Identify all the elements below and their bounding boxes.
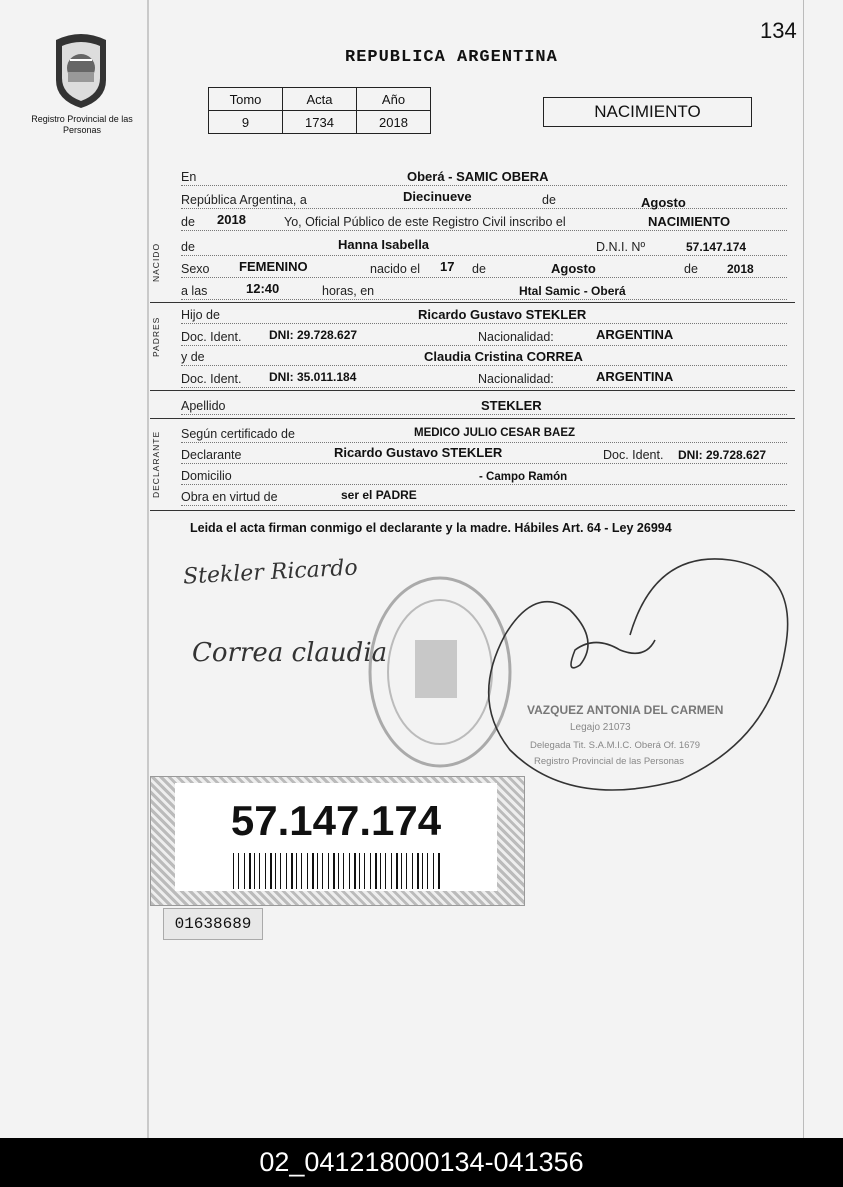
divider-padres [150,390,795,391]
official-legajo: Legajo 21073 [570,722,631,733]
birth-place: Htal Samic - Oberá [519,284,626,298]
horas-label: horas, en [322,284,375,298]
closing-statement: Leida el acta firman conmigo el declarante y la madre. Hábiles Art. 64 - Ley 26994 [190,521,672,535]
side-label-nacido: NACIDO [151,242,161,282]
page-fold-line [147,0,149,1138]
line-hora [181,281,787,300]
de5-label: de [684,262,698,276]
line-apellido [181,396,787,415]
de2-label: de [181,215,195,229]
line-certificado [181,424,787,443]
line-domicilio [181,466,787,485]
dom-label: Domicilio [181,469,232,483]
apellido-label: Apellido [181,399,226,413]
registration-day: Diecinueve [403,189,472,204]
line-date [181,190,787,209]
line-nombre [181,237,787,256]
line-sexo [181,259,787,278]
line-en [181,167,787,186]
registry-caption: Registro Provincial de las Personas [31,114,133,135]
hijo-label: Hijo de [181,308,220,322]
father-dni: DNI: 29.728.627 [269,328,358,342]
anio-value: 2018 [357,111,431,134]
certifying-doctor: MEDICO JULIO CESAR BAEZ [414,427,576,439]
registration-month: Agosto [641,195,686,210]
obra-label: Obra en virtud de [181,490,278,504]
official-role: Delegada Tit. S.A.M.I.C. Oberá Of. 1679 [530,740,701,751]
control-number-tag: 01638689 [163,908,263,940]
act-type-box: NACIMIENTO [543,97,752,127]
line-doc-padre [181,327,787,346]
birth-day: 17 [440,259,455,274]
mother-signature: Correa claudia [192,638,388,668]
page-number: 134 [760,18,797,43]
declarant-name: Ricardo Gustavo STEKLER [334,445,503,460]
mother-dni: DNI: 35.011.184 [269,370,357,384]
yde-label: y de [181,350,205,364]
declarant-dni: DNI: 29.728.627 [678,448,767,462]
inscribed-event: NACIMIENTO [648,214,731,229]
birth-year: 2018 [727,262,754,276]
de-label: de [542,193,556,207]
scan-footer-code: 02_041218000134-041356 [0,1138,843,1187]
child-sex: FEMENINO [239,259,308,274]
tomo-value: 9 [209,111,283,134]
sexo-label: Sexo [181,262,210,276]
official-signature [480,540,800,810]
mother-name: Claudia Cristina CORREA [424,349,583,364]
barcode-card [175,783,497,891]
declarant-address: - Campo Ramón [479,471,568,483]
nac1-label: Nacionalidad: [478,330,554,344]
decl-label: Declarante [181,448,242,462]
father-name: Ricardo Gustavo STEKLER [418,307,587,322]
nac2-label: Nacionalidad: [478,372,554,386]
barcode-icon [233,853,445,889]
oficial-text: Yo, Oficial Público de este Registro Civil inscribo el [284,215,566,229]
en-label: En [181,170,197,184]
barcode-number: 57.147.174 [230,797,442,844]
father-signature: Stekler Ricardo [182,555,359,590]
side-label-declarante: DECLARANTE [151,430,161,498]
divider-declarante [150,510,795,511]
province-shield-logo [50,30,112,110]
child-dni: 57.147.174 [686,240,747,254]
divider-apellido [150,418,795,419]
birth-time: 12:40 [246,281,280,296]
document-title: REPUBLICA ARGENTINA [345,48,558,67]
alas-label: a las [181,284,208,298]
acta-header: Acta [283,88,357,111]
dni-barcode-label [150,776,525,906]
doc2-label: Doc. Ident. [181,372,242,386]
line-oficial [181,212,787,231]
line-padre [181,305,787,324]
registry-table [208,87,431,134]
registration-year: 2018 [217,212,246,227]
line-declarante [181,445,787,464]
page-edge [803,0,804,1138]
decl-doc-label: Doc. Ident. [603,448,664,462]
line-doc-madre [181,369,787,388]
divider-nacido [150,302,795,303]
side-label-padres: PADRES [151,316,161,358]
anio-header: Año [357,88,431,111]
republica-label: República Argentina, a [181,193,307,207]
mother-nationality: ARGENTINA [596,369,674,384]
acta-value: 1734 [283,111,357,134]
tomo-header: Tomo [209,88,283,111]
doc1-label: Doc. Ident. [181,330,242,344]
father-nationality: ARGENTINA [596,327,674,342]
cert-label: Según certificado de [181,427,295,441]
line-obra [181,487,787,506]
nacido-label: nacido el [370,262,421,276]
official-name: VAZQUEZ ANTONIA DEL CARMEN [527,703,724,717]
child-name: Hanna Isabella [338,237,430,252]
de3-label: de [181,240,195,254]
surname-value: STEKLER [481,398,542,413]
place-of-registry: Oberá - SAMIC OBERA [407,169,549,184]
official-office: Registro Provincial de las Personas [534,756,684,767]
dni-label: D.N.I. Nº [596,240,646,254]
birth-month: Agosto [551,261,596,276]
de4-label: de [472,262,486,276]
declarant-role: ser el PADRE [341,488,417,502]
line-madre [181,347,787,366]
